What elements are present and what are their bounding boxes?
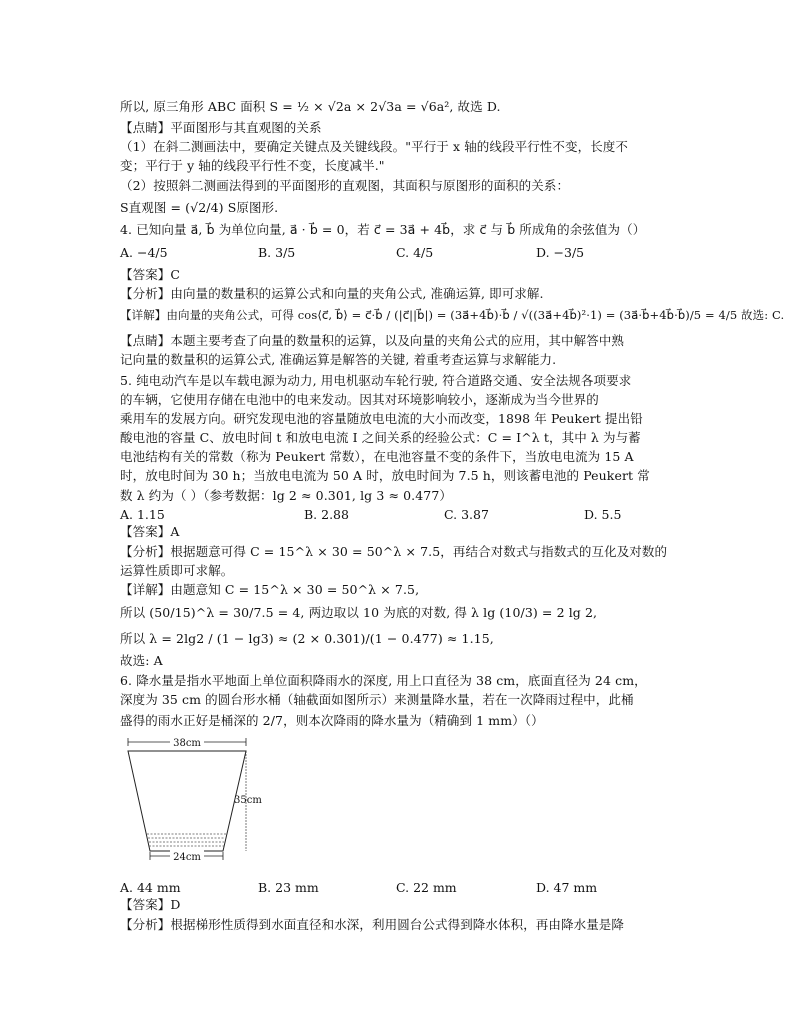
answer-label: 【答案】D [120,897,181,912]
answer-label: 【答案】C [120,267,181,282]
solution-line: 【详解】由题意知 C = 15^λ × 30 = 50^λ × 7.5, [120,582,420,597]
text-line: 盛得的雨水正好是桶深的 2/7，则本次降雨的降水量为（精确到 1 mm）（） [120,713,544,728]
text-line: 运算性质即可求解。 [120,563,234,578]
analysis-line: 【分析】根据题意可得 C = 15^λ × 30 = 50^λ × 7.5，再结合对数式与指数式的互化及对数的 [120,544,668,559]
top-diameter-label: 38cm [173,738,201,749]
text-line: 变；平行于 y 轴的线段平行性不变，长度减半." [120,158,385,173]
solution-line: 所以 (50/15)^λ = 30/7.5 = 4, 两边取以 10 为底的对数, 得 λ lg (10/3) = 2 lg 2, [120,605,598,620]
question-5: 5. 纯电动汽车是以车载电源为动力, 用电机驱动车轮行驶, 符合道路交通、安全法规各项要求 [120,373,632,388]
solution-line: 所以 λ = 2lg2 / (1 − lg3) ≈ (2 × 0.301)/(1 − 0.477) ≈ 1.15, [120,631,494,646]
option-c: C. 4/5 [396,245,434,260]
option-d: D. 47 mm [536,880,598,895]
option-b: B. 3/5 [258,245,296,260]
conclusion-line: 故选: A [120,653,163,668]
analysis-line: 【分析】由向量的数量积的运算公式和向量的夹角公式, 准确运算, 即可求解. [120,286,544,301]
answer-label: 【答案】A [120,524,180,539]
question-6: 6. 降水量是指水平地面上单位面积降雨水的深度, 用上口直径为 38 cm，底面直径为 24 cm， [120,673,647,688]
text-line: 深度为 35 cm 的圆台形水桶（轴截面如图所示）来测量降水量，若在一次降雨过程中，此桶 [120,692,634,707]
analysis-line: 【分析】根据梯形性质得到水面直径和水深，利用圆台公式得到降水体积，再由降水量是降 [120,917,625,932]
option-d: D. −3/5 [536,245,585,260]
question-4: 4. 已知向量 a⃗, b⃗ 为单位向量, a⃗ · b⃗ = 0，若 c⃗ = 3a⃗ + 4b⃗，求 c⃗ 与 b⃗ 所成角的余弦值为（） [120,222,646,237]
text-line: （1）在斜二测画法中，要确定关键点及关键线段。"平行于 x 轴的线段平行性不变，长度不 [120,139,629,154]
option-c: C. 3.87 [444,507,489,522]
text-line: 【点睛】平面图形与其直观图的关系 [120,120,322,135]
option-a: A. 44 mm [120,880,181,895]
bucket-cross-section-diagram [118,735,278,865]
text-line: 的车辆，它使用存储在电池中的电来发动。因其对环境影响较小，逐渐成为当今世界的 [120,392,599,407]
option-a: A. −4/5 [120,245,168,260]
text-line: 数 λ 约为（ ）（参考数据：lg 2 ≈ 0.301, lg 3 ≈ 0.477） [120,488,453,503]
formula-line: S直观图 = (√2/4) S原图形. [120,200,279,215]
text-line: 酸电池的容量 C、放电时间 t 和放电电流 I 之间关系的经验公式：C = I^λ t，其中 λ 为与蓄 [120,430,641,445]
text-line: 所以, 原三角形 ABC 面积 S = ½ × √2a × 2√3a = √6a², 故选 D. [120,99,501,114]
text-line: 【点睛】本题主要考查了向量的数量积的运算，以及向量的夹角公式的应用，其中解答中熟 [120,333,625,348]
option-d: D. 5.5 [584,507,622,522]
text-line: 电池结构有关的常数（称为 Peukert 常数），在电池容量不变的条件下，当放电电流为 15 A [120,449,634,464]
option-b: B. 23 mm [258,880,319,895]
option-a: A. 1.15 [120,507,165,522]
text-line: 乘用车的发展方向。研究发现电池的容量随放电电流的大小而改变，1898 年 Peukert 提出铅 [120,411,643,426]
text-line: （2）按照斜二测画法得到的平面图形的直观图，其面积与原图形的面积的关系： [120,178,570,193]
depth-label: 35cm [234,795,262,806]
option-b: B. 2.88 [304,507,349,522]
text-line: 记向量的数量积的运算公式, 准确运算是解答的关键, 着重考查运算与求解能力. [120,352,557,367]
option-c: C. 22 mm [396,880,457,895]
text-line: 时，放电时间为 30 h；当放电电流为 50 A 时，放电时间为 7.5 h，则该蓄电池的 Peukert 常 [120,468,650,483]
bottom-diameter-label: 24cm [173,852,201,863]
solution-line: 【详解】由向量的夹角公式，可得 cos⟨c⃗, b⃗⟩ = c⃗·b⃗ / (|c⃗||b⃗|) = (3a⃗+4b⃗)·b⃗ / √((3a⃗+4b⃗)²·1) = (3a⃗·b⃗+4b⃗·b⃗)/5 = 4/5 故选: C. [120,308,785,322]
